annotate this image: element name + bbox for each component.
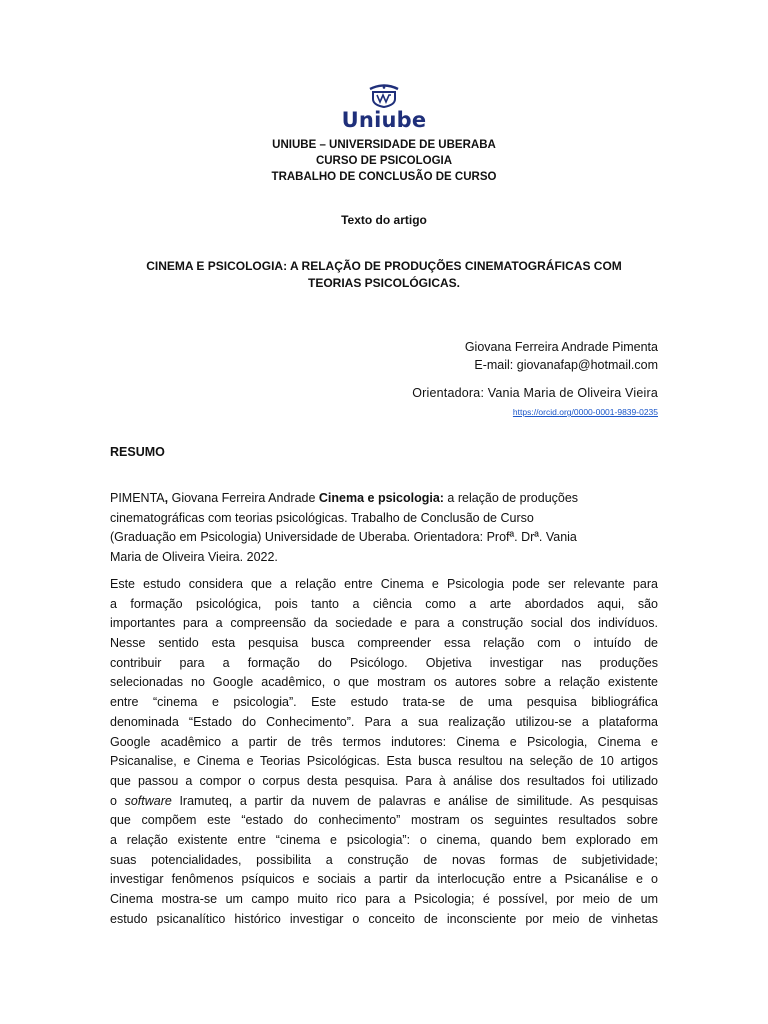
uniube-logo	[340, 82, 428, 132]
abstract-line: selecionadas no Google acadêmico, o que mostram os autores sobre a relação existente	[110, 675, 658, 690]
abstract-line: denominada “Estado do Conhecimento”. Para a sua realização utilizou-se a plataforma	[110, 714, 658, 729]
article-title	[0, 258, 768, 292]
abstract-line: Psicanalise, e Cinema e Teorias Psicológicas. Esta busca resultou na seleção de 10 artigos	[110, 754, 658, 769]
citation-line: (Graduação em Psicologia) Universidade de Uberaba. Orientadora: Profª. Drª. Vania	[110, 530, 577, 545]
abstract-line: Cinema mostra-se um campo muito rico para a Psicologia; é possível, por meio de um	[110, 892, 658, 906]
author-name: Giovana Ferreira Andrade Pimenta	[464, 340, 658, 354]
abstract-line: Nesse sentido esta pesquisa busca compreender essa relação com o intuído de	[110, 636, 658, 651]
citation-title-rest: a relação de produções	[443, 491, 579, 505]
shield-crest-icon	[367, 82, 401, 108]
citation-reference	[110, 489, 658, 568]
orcid-link[interactable]: https://orcid.org/0000-0001-9839-0235	[512, 407, 658, 417]
document-subtitle: Texto do artigo	[341, 213, 427, 227]
abstract-line: estudo psicanalítico histórico investigar o conceito de inconsciente por meio de vinhetas	[110, 911, 658, 926]
abstract-line: Este estudo considera que a relação entre Cinema e Psicologia pode ser relevante para	[110, 577, 658, 591]
abstract-line: suas potencialidades, possibilita a construção de novas formas de subjetividade;	[110, 852, 658, 867]
abstract-line: contribuir para a formação do Psicólogo. Objetiva investigar nas produções	[110, 655, 658, 670]
abstract-line: que passou a compor o corpus desta pesquisa. Para à análise dos resultados foi utilizado	[110, 773, 658, 788]
logo-text: Uniube	[341, 108, 427, 132]
abstract-text: o	[110, 793, 125, 808]
institution-name: UNIUBE – UNIVERSIDADE DE UBERABA	[272, 139, 496, 151]
citation-line	[110, 489, 658, 509]
abstract-line: entre “cinema e psicologia”. Este estudo trata-se de uma pesquisa bibliográfica	[110, 695, 658, 710]
title-line-2: TEORIAS PSICOLÓGICAS.	[307, 276, 460, 290]
abstract-line	[110, 792, 658, 812]
abstract-line: a relação existente entre “cinema e psicologia”: o cinema, quando bem explorado em	[110, 832, 658, 847]
citation-line: cinematográficas com teorias psicológicas. Trabalho de Conclusão de Curso	[110, 510, 534, 525]
citation-title-bold: Cinema e psicologia:	[318, 491, 444, 505]
author-email: E-mail: giovanafap@hotmail.com	[474, 358, 658, 372]
citation-comma: ,	[164, 491, 169, 505]
work-type: TRABALHO DE CONCLUSÃO DE CURSO	[271, 171, 497, 183]
advisor-name: Orientadora: Vania Maria de Oliveira Vieira	[412, 386, 658, 400]
abstract-italic-term: software	[124, 793, 172, 808]
citation-line: Maria de Oliveira Vieira. 2022.	[110, 550, 278, 565]
citation-author-surname: PIMENTA	[110, 491, 165, 505]
abstract-text: Iramuteq, a partir da nuvem de palavras e análise de similitude. As pesquisas	[171, 793, 658, 808]
abstract-paragraph	[110, 575, 658, 929]
abstract-line: a formação psicológica, pois tanto a ciência como a arte abordados aqui, são	[110, 596, 658, 611]
course-name: CURSO DE PSICOLOGIA	[315, 155, 453, 167]
abstract-line: investigar fenômenos psíquicos e sociais a partir da interlocução entre a Psicanálise e o	[110, 872, 658, 887]
institution-header	[0, 137, 768, 185]
abstract-line: que compõem este “estado do conhecimento” mostram os seguintes resultados sobre	[110, 813, 658, 828]
abstract-line: importantes para a compreensão da sociedade e para a construção social dos indivíduos.	[110, 616, 658, 631]
title-line-1: CINEMA E PSICOLOGIA: A RELAÇÃO DE PRODUÇÕES CINEMATOGRÁFICAS COM	[146, 259, 622, 273]
section-heading: RESUMO	[110, 445, 165, 459]
citation-author-given: Giovana Ferreira Andrade	[168, 491, 319, 505]
abstract-line: Google acadêmico a partir de três termos indutores: Cinema e Psicologia, Cinema e	[110, 734, 658, 749]
